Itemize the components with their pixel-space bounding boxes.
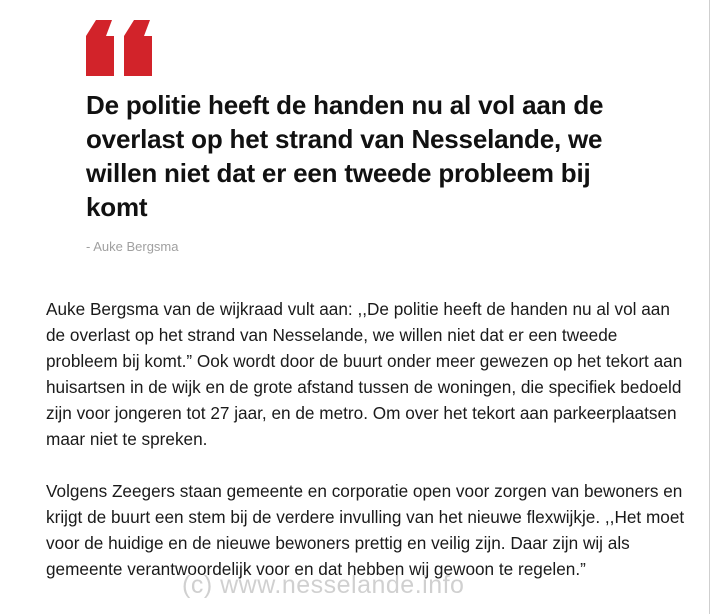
quote-mark-icon xyxy=(86,20,152,76)
pull-quote-text: De politie heeft de handen nu al vol aan de overlast op het strand van Nesselande, we willen niet dat er een tweede probleem bij komt xyxy=(86,90,604,222)
watermark: (c) www.nesselande.info xyxy=(182,571,465,599)
pull-quote-author: - Auke Bergsma xyxy=(86,239,179,254)
page-border xyxy=(709,0,710,614)
article-body xyxy=(46,296,686,608)
article-paragraph: Auke Bergsma van de wijkraad vult aan: ,,De politie heeft de handen nu al vol aan de overlast op het strand van Nesselande, we willen niet dat er een tweede probleem bij komt.” Ook wordt door de buurt onder meer gewezen op het tekort aan huisartsen in de wijk en de grote afstand tussen de woningen, die specifiek bedoeld zijn voor jongeren tot 27 jaar, en de metro. Om over het tekort aan parkeerplaatsen maar niet te spreken. xyxy=(46,299,683,449)
article-paragraph: Volgens Zeegers staan gemeente en corporatie open voor zorgen van bewoners en krijgt de buurt een stem bij de verdere invulling van het nieuwe flexwijkje. ,,Het moet voor de huidige en de nieuwe bewoners prettig en veilig zijn. Daar zijn wij als gemeente verantwoordelijk voor en dat hebben wij gewoon te regelen.” xyxy=(46,481,685,579)
